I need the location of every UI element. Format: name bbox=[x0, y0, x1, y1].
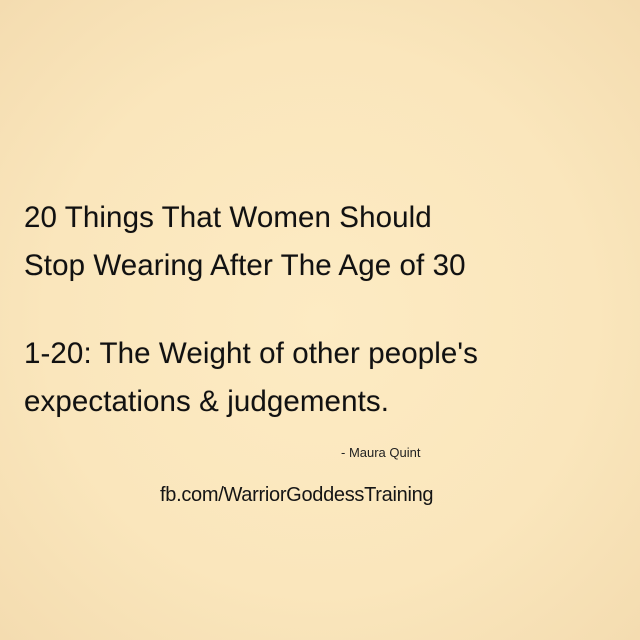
punchline-line-1: 1-20: The Weight of other people's bbox=[24, 337, 479, 370]
headline-line-1: 20 Things That Women Should bbox=[24, 201, 432, 234]
source-link-text: fb.com/WarriorGoddessTraining bbox=[160, 484, 434, 506]
punchline-line-2: expectations & judgements. bbox=[24, 385, 390, 418]
headline-line-2: Stop Wearing After The Age of 30 bbox=[24, 249, 466, 282]
quote-attribution: - Maura Quint bbox=[341, 445, 421, 460]
